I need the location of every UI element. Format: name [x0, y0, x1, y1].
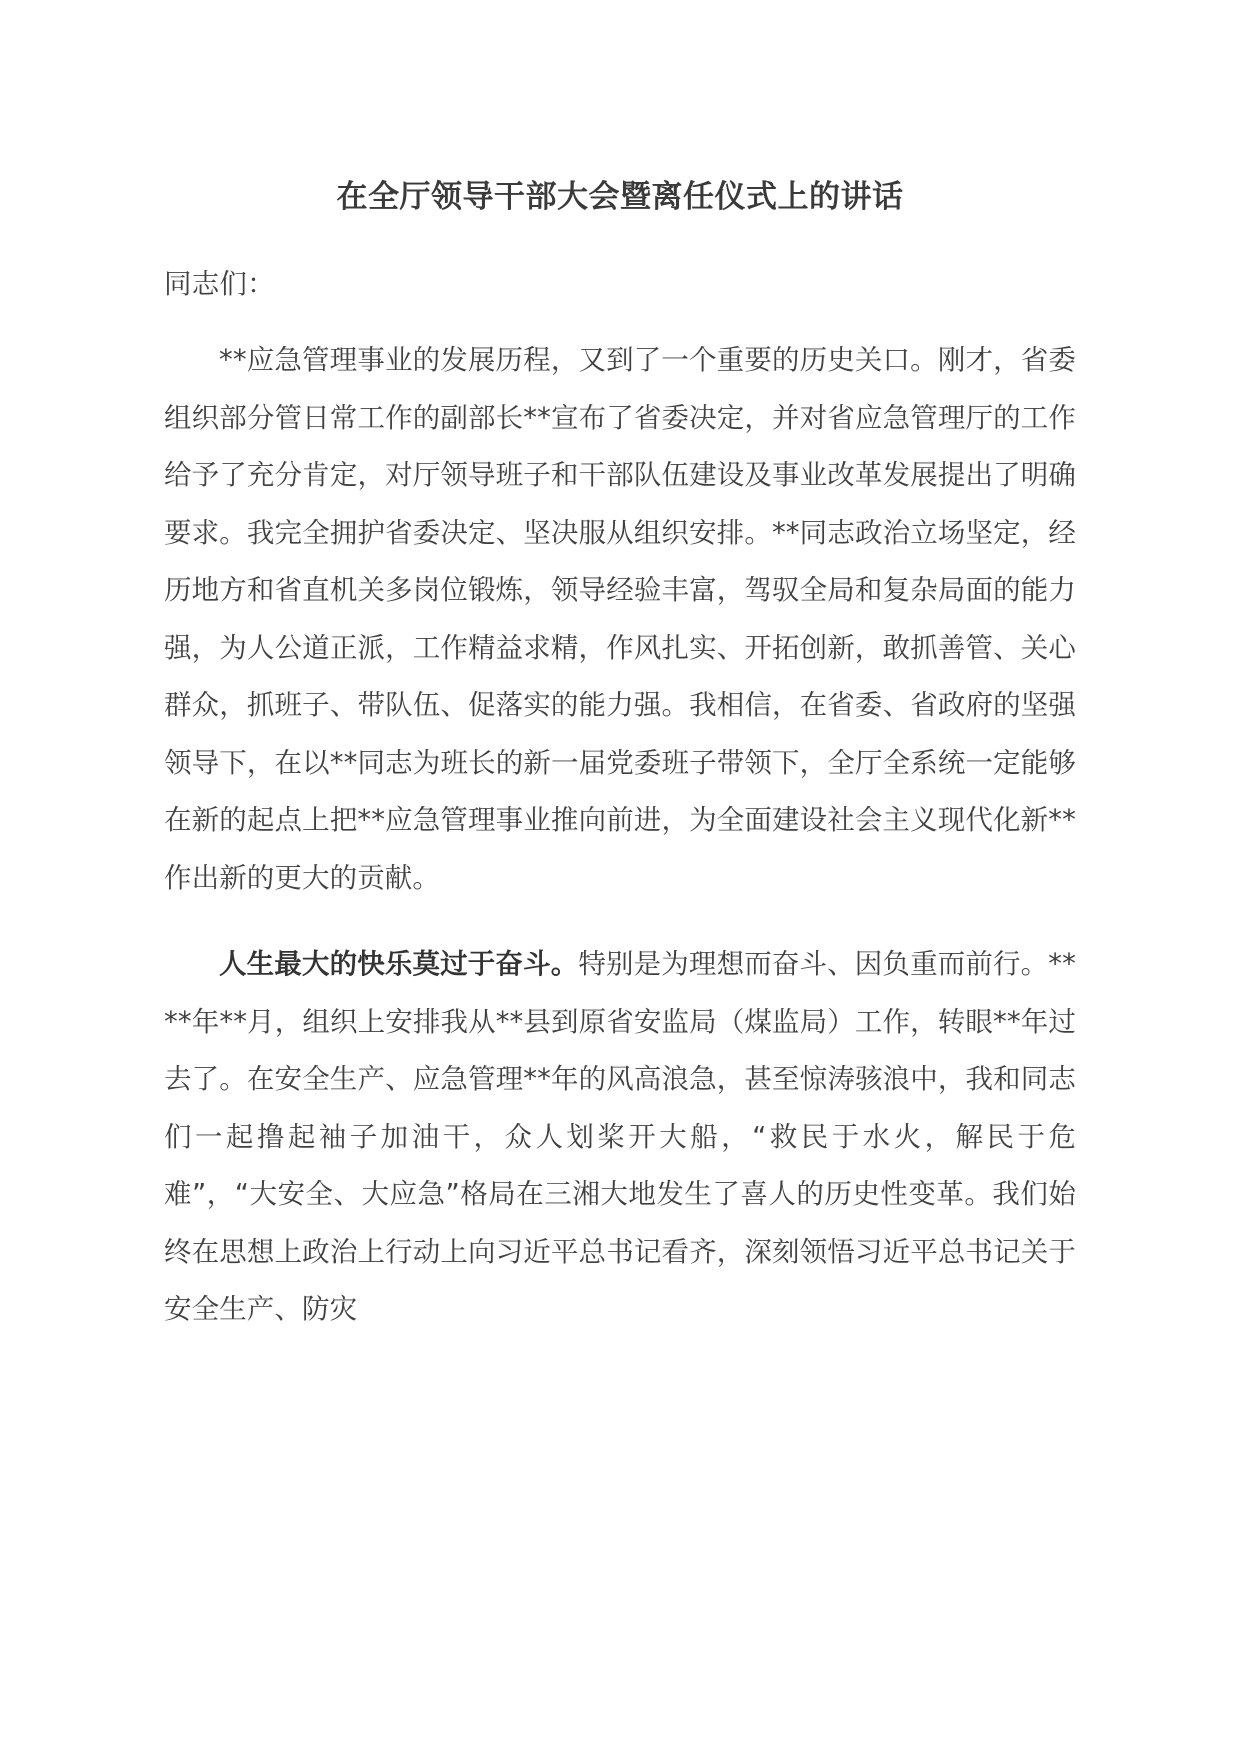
- document-body: [164, 0, 1076, 1339]
- paragraph-1-text: **应急管理事业的发展历程，又到了一个重要的历史关口。刚才，省委组织部分管日常工作的副部长**宣布了省委决定，并对省应急管理厅的工作给予了充分肯定，对厅领导班子和干部队伍建设及事业改革发展提出了明确要求。我完全拥护省委决定、坚决服从组织安排。**同志政治立场坚定，经历地方和省直机关多岗位锻炼，领导经验丰富，驾驭全局和复杂局面的能力强，为人公道正派，工作精益求精，作风扎实、开拓创新，敢抓善管、关心群众，抓班子、带队伍、促落实的能力强。我相信，在省委、省政府的坚强领导下，在以**同志为班长的新一届党委班子带领下，全厅全系统一定能够在新的起点上把**应急管理事业推向前进，为全面建设社会主义现代化新**作出新的更大的贡献。: [164, 344, 1076, 894]
- paragraph-2-text: 特别是为理想而奋斗、因负重而前行。****年**月，组织上安排我从**县到原省安监局（煤监局）工作，转眼**年过去了。在安全生产、应急管理**年的风高浪急，甚至惊涛骇浪中，我和同志们一起撸起袖子加油干，众人划桨开大船，“救民于水火，解民于危难”，“大安全、大应急”格局在三湘大地发生了喜人的历史性变革。我们始终在思想上政治上行动上向习近平总书记看齐，深刻领悟习近平总书记关于安全生产、防灾: [164, 948, 1076, 1326]
- page-title: 在全厅领导干部大会暨离任仪式上的讲话: [336, 179, 904, 215]
- paragraph-1: [164, 306, 1076, 907]
- paragraph-2: [164, 907, 1076, 1339]
- salutation: 同志们：: [164, 268, 275, 301]
- paragraph-2-bold-lead: 人生最大的快乐莫过于奋斗。: [219, 948, 579, 981]
